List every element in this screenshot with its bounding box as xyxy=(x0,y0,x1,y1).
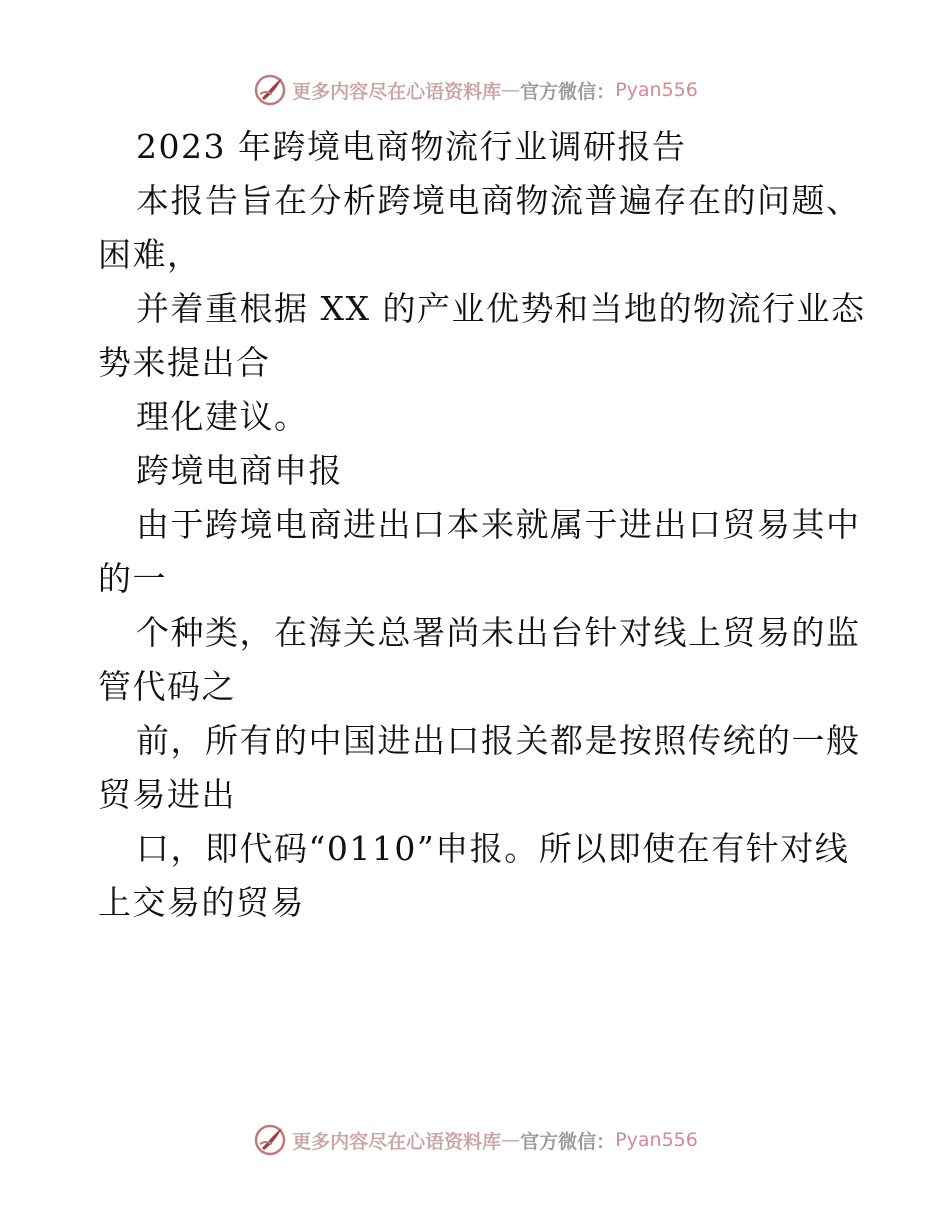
watermark-brand-text: 更多内容尽在心语资料库 xyxy=(292,1130,502,1153)
section-heading: 跨境电商申报 xyxy=(136,451,343,490)
document-line: 上交易的贸易 xyxy=(98,883,305,922)
document-line: 本报告旨在分析跨境电商物流普遍存在的问题、 xyxy=(136,181,861,220)
document-line: 口，即代码“0110”申报。所以即使在有针对线 xyxy=(136,829,850,868)
document-line: 困难， xyxy=(98,235,202,274)
document-line: 并着重根据 XX 的产业优势和当地的物流行业态 xyxy=(136,289,866,328)
quill-pen-logo-icon xyxy=(252,72,288,108)
watermark-wechat-id: Pyan556 xyxy=(615,79,698,101)
document-line: 个种类，在海关总署尚未出台针对线上贸易的监 xyxy=(136,613,861,652)
document-title: 2023 年跨境电商物流行业调研报告 xyxy=(136,127,687,166)
document-line: 贸易进出 xyxy=(98,775,236,814)
document-line: 管代码之 xyxy=(98,667,236,706)
footer-watermark xyxy=(0,1120,950,1160)
document-line: 理化建议。 xyxy=(136,397,309,436)
document-line: 前，所有的中国进出口报关都是按照传统的一般 xyxy=(136,721,861,760)
quill-pen-logo-icon xyxy=(252,1122,288,1158)
header-watermark xyxy=(0,70,950,110)
watermark-wechat-label: 官方微信： xyxy=(520,80,616,103)
watermark-brand-text: 更多内容尽在心语资料库 xyxy=(292,80,502,103)
document-body xyxy=(98,120,866,930)
document-line: 势来提出合 xyxy=(98,343,271,382)
document-line: 的一 xyxy=(98,559,167,598)
watermark-wechat-id: Pyan556 xyxy=(615,1129,698,1151)
watermark-wechat-label: 官方微信： xyxy=(520,1130,616,1153)
watermark-separator: — xyxy=(501,1129,521,1151)
watermark-separator: — xyxy=(501,79,521,101)
document-line: 由于跨境电商进出口本来就属于进出口贸易其中 xyxy=(136,505,861,544)
